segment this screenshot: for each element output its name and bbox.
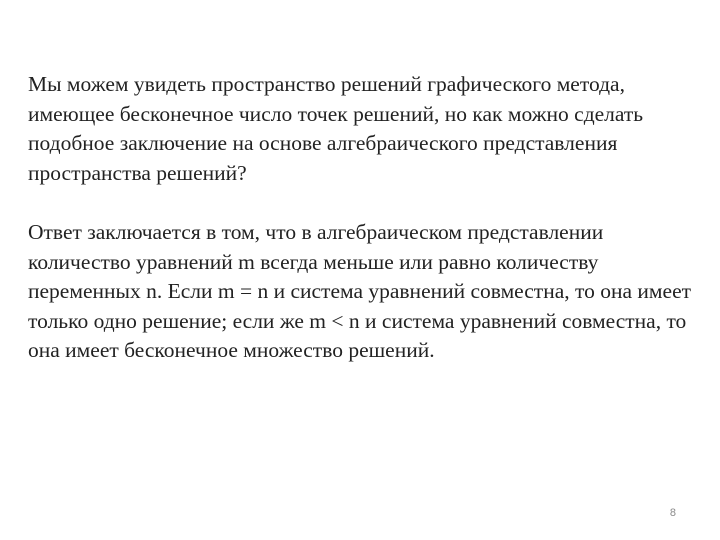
question-paragraph: Мы можем увидеть пространство решений графического метода, имеющее бесконечное число точек решений, но как можно сделать подобное заключение на основе алгебраического представления пространства решений? (28, 72, 644, 185)
page-number: 8 (669, 507, 676, 519)
slide-body (28, 70, 698, 366)
answer-paragraph: Ответ заключается в том, что в алгебраическом представлении количество уравнений m всегда меньше или равно количеству переменных n. Если m = n и система уравнений совместна, то она имеет только одно решение; если же m < n и система уравнений совместна, то она имеет бесконечное множество решений. (28, 220, 692, 362)
